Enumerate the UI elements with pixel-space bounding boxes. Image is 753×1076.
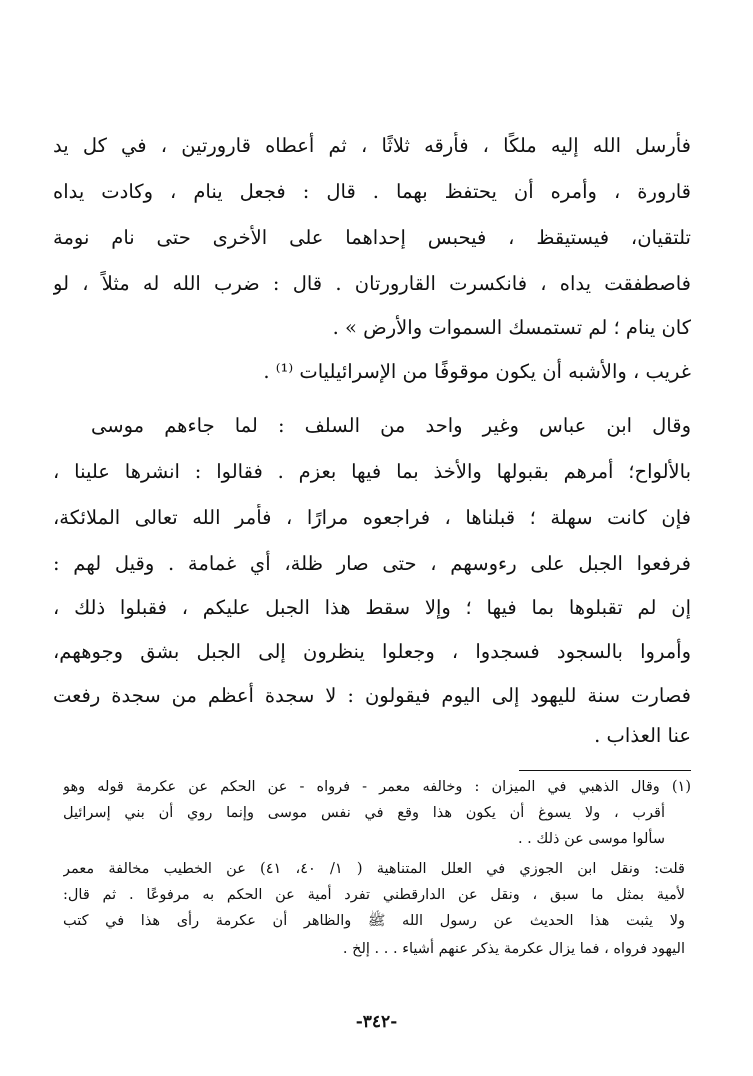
footnote-line-1: (١) وقال الذهبي في الميزان : وخالفه معمر - فرواه - عن الحكم عن عكرمة قوله وهو [63, 779, 691, 795]
footnote-separator [519, 770, 691, 771]
body-line-5: كان ينام ؛ لم تستمسك السموات والأرض » . [332, 316, 691, 339]
body-line-8: بالألواح؛ أمرهم بقبولها والأخذ بما فيها بعزم . فقالوا : انشرها علينا ، [53, 460, 691, 483]
body-line-14: عنا العذاب . [594, 724, 691, 747]
page-number: -٣٤٢- [355, 1012, 398, 1032]
body-line-6: غريب ، والأشبه أن يكون موقوفًا من الإسرائيليات ⁽¹⁾ . [263, 360, 691, 383]
footnote-line-6: ولا يثبت هذا الحديث عن رسول الله ﷺ والظاهر أن عكرمة رأى هذا في كتب [63, 913, 685, 929]
body-line-3: تلتقيان، فيستيقظ ، فيحبس إحداهما على الأخرى حتى نام نومة [53, 226, 691, 249]
footnote-line-3: سألوا موسى عن ذلك . . [517, 831, 665, 847]
body-line-2: قارورة ، وأمره أن يحتفظ بهما . قال : فجعل ينام ، وكادت يداه [53, 180, 691, 203]
body-line-10: فرفعوا الجبل على رءوسهم ، حتى صار ظلة، أي غمامة . وقيل لهم : [53, 552, 691, 575]
body-line-1: فأرسل الله إليه ملكًا ، فأرقه ثلاثًا ، ثم أعطاه قارورتين ، في كل يد [53, 134, 691, 157]
body-line-4: فاصطفقت يداه ، فانكسرت القارورتان . قال : ضرب الله له مثلاً ، لو [53, 272, 691, 295]
footnote-line-2: أقرب ، ولا يسوغ أن يكون هذا وقع في نفس موسى وإنما روي أن بني إسرائيل [63, 805, 665, 821]
footnote-line-7: اليهود فرواه ، فما يزال عكرمة يذكر عنهم أشياء . . . إلخ . [342, 941, 685, 957]
body-line-7: وقال ابن عباس وغير واحد من السلف : لما جاءهم موسى [91, 414, 691, 437]
body-line-12: وأمروا بالسجود فسجدوا ، وجعلوا ينظرون إلى الجبل بشق وجوههم، [53, 640, 691, 663]
footnote-line-4: قلت: ونقل ابن الجوزي في العلل المتناهية ( ١/ ٤٠، ٤١) عن الخطيب مخالفة معمر [63, 861, 685, 877]
body-line-11: إن لم تقبلوها بما فيها ؛ وإلا سقط هذا الجبل عليكم ، فقبلوا ذلك ، [53, 596, 691, 619]
footnote-line-5: لأمية بمثل ما سبق ، ونقل عن الدارقطني تفرد أمية عن الحكم به مرفوعًا . ثم قال: [63, 887, 685, 903]
body-line-9: فإن كانت سهلة ؛ قبلناها ، فراجعوه مرارًا ، فأمر الله تعالى الملائكة، [53, 506, 691, 529]
body-line-13: فصارت سنة لليهود إلى اليوم فيقولون : لا سجدة أعظم من سجدة رفعت [53, 684, 691, 707]
